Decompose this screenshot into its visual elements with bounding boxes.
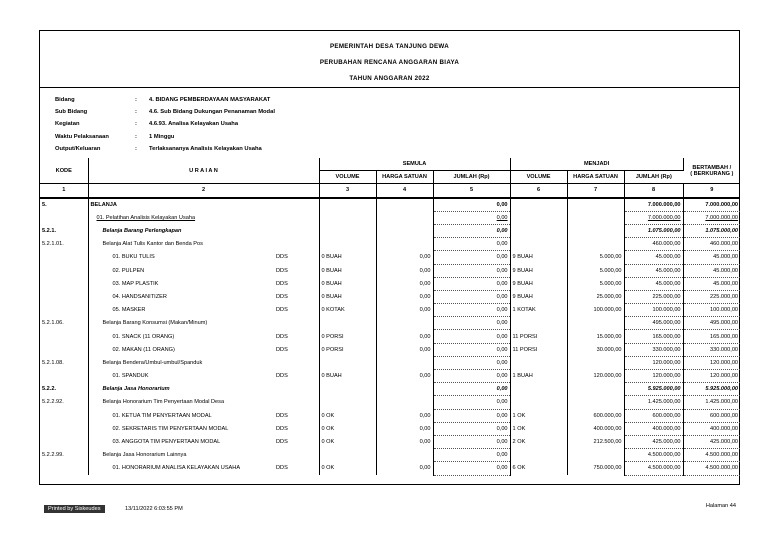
row-bertambah: 330.000,00 [683,343,740,356]
info-colon: : [135,133,137,140]
col-num: 6 [510,184,567,198]
row-sumber-dana [274,198,319,212]
table-row [40,422,740,435]
table-row [40,435,740,448]
budget-sheet [39,30,740,485]
table-row [40,330,740,343]
row-menjadi-jumlah: 425.000,00 [624,435,683,448]
row-semula-harga: 0,00 [376,264,433,277]
row-semula-volume [319,211,376,224]
table-row [40,449,740,462]
row-menjadi-harga: 750.000,00 [567,462,624,475]
info-row [55,94,275,106]
row-bertambah: 1.075.000,00 [683,224,740,237]
col-num: 3 [319,184,376,198]
row-semula-jumlah: 0,00 [433,343,510,356]
row-sumber-dana: DDS [274,251,319,264]
row-sumber-dana [274,317,319,330]
row-sumber-dana: DDS [274,370,319,383]
row-uraian: 02. MAKAN (11 ORANG) [112,346,175,353]
row-semula-jumlah: 0,00 [433,383,510,396]
row-kode: 5.2.1.08. [40,356,88,369]
header-line-3: TAHUN ANGGARAN 2022 [349,75,430,82]
row-kode [40,264,88,277]
info-row [55,106,275,118]
row-semula-volume: 0 OK [319,422,376,435]
row-semula-jumlah: 0,00 [433,198,510,212]
row-uraian: 01. SPANDUK [112,373,149,380]
info-value: 4.6. Sub Bidang Dukungan Penanaman Modal [149,109,275,116]
row-kode [40,422,88,435]
row-bertambah: 600.000,00 [683,409,740,422]
info-colon: : [135,97,137,103]
col-num: 7 [567,184,624,198]
row-semula-jumlah: 0,00 [433,396,510,409]
row-menjadi-volume [510,396,567,409]
page-footer [39,500,740,516]
row-semula-volume: 0 BUAH [319,290,376,303]
row-uraian: Belanja Honorarium Tim Penyertaan Modal Desa [102,399,225,406]
col-menjadi: MENJADI [510,158,683,171]
table-row [40,409,740,422]
row-semula-volume [319,198,376,212]
row-kode [40,435,88,448]
row-menjadi-jumlah: 1.425.000,00 [624,396,683,409]
row-sumber-dana: DDS [274,409,319,422]
row-sumber-dana [274,356,319,369]
col-bertambah-line2: ( BERKURANG ) [690,170,734,177]
row-semula-volume [319,238,376,251]
row-semula-volume: 0 PORSI [319,330,376,343]
row-kode: 5.2.2.92. [40,396,88,409]
row-menjadi-volume: 9 BUAH [510,264,567,277]
row-semula-volume: 0 KOTAK [319,304,376,317]
row-semula-jumlah: 0,00 [433,370,510,383]
row-menjadi-volume: 6 OK [510,462,567,475]
row-semula-jumlah: 0,00 [433,462,510,475]
row-semula-volume: 0 BUAH [319,264,376,277]
row-menjadi-volume: 9 BUAH [510,290,567,303]
row-kode: 5.2.1.06. [40,317,88,330]
row-semula-jumlah: 0,00 [433,304,510,317]
row-semula-volume: 0 OK [319,462,376,475]
row-menjadi-volume: 11 PORSI [510,343,567,356]
row-uraian: 02. SEKRETARIS TIM PENYERTAAN MODAL [112,425,229,432]
info-label: Sub Bidang [55,109,88,116]
row-menjadi-harga: 400.000,00 [567,422,624,435]
row-uraian: Belanja Barang Konsumsi (Makan/Minum) [102,320,208,327]
row-menjadi-jumlah: 165.000,00 [624,330,683,343]
document-header [40,31,739,87]
row-kode [40,370,88,383]
row-semula-jumlah: 0,00 [433,330,510,343]
row-uraian: 02. PULPEN [112,267,145,274]
table-row [40,290,740,303]
row-bertambah: 5.925.000,00 [683,383,740,396]
row-menjadi-volume [510,356,567,369]
table-row [40,370,740,383]
col-menjadi-jumlah: JUMLAH (Rp) [624,171,683,184]
row-sumber-dana: DDS [274,304,319,317]
row-menjadi-harga: 120.000,00 [567,370,624,383]
row-semula-volume [319,356,376,369]
row-kode: 5.2.1.01. [40,238,88,251]
row-semula-harga: 0,00 [376,330,433,343]
header-divider [40,87,739,88]
row-menjadi-harga: 5.000,00 [567,264,624,277]
row-menjadi-harga: 15.000,00 [567,330,624,343]
row-uraian: 01. SNACK (11 ORANG) [112,333,175,340]
row-menjadi-harga: 212.500,00 [567,435,624,448]
row-semula-volume [319,383,376,396]
row-menjadi-volume: 1 OK [510,422,567,435]
row-uraian: 03. MAP PLASTIK [112,280,159,287]
row-menjadi-volume: 2 OK [510,435,567,448]
col-bertambah [683,158,740,184]
row-semula-jumlah: 0,00 [433,277,510,290]
info-row [55,143,275,155]
row-semula-volume [319,317,376,330]
row-sumber-dana [274,238,319,251]
row-uraian: 03. ANGGOTA TIM PENYERTAAN MODAL [112,439,221,446]
row-uraian: Belanja Jasa Honorarium [102,386,170,393]
row-menjadi-harga [567,198,624,212]
row-menjadi-jumlah: 4.500.000,00 [624,449,683,462]
row-menjadi-harga [567,449,624,462]
row-bertambah: 495.000,00 [683,317,740,330]
col-num: 5 [433,184,510,198]
row-semula-harga: 0,00 [376,422,433,435]
row-semula-jumlah: 0,00 [433,224,510,237]
row-menjadi-jumlah: 1.075.000,00 [624,224,683,237]
row-bertambah: 120.000,00 [683,356,740,369]
row-sumber-dana [274,396,319,409]
row-menjadi-jumlah: 7.000.000,00 [624,211,683,224]
row-sumber-dana: DDS [274,330,319,343]
print-timestamp: 13/11/2022 6:03:55 PM [125,506,183,512]
header-line-1: PEMERINTAH DESA TANJUNG DEWA [330,43,449,50]
row-menjadi-volume: 1 KOTAK [510,304,567,317]
row-menjadi-volume [510,449,567,462]
row-menjadi-jumlah: 495.000,00 [624,317,683,330]
row-menjadi-harga: 30.000,00 [567,343,624,356]
row-uraian: Belanja Jasa Honorarium Lainnya [102,452,187,459]
row-menjadi-jumlah: 7.000.000,00 [624,198,683,212]
row-semula-jumlah: 0,00 [433,238,510,251]
row-menjadi-volume [510,383,567,396]
col-num: 2 [88,184,319,198]
table-row [40,396,740,409]
row-semula-volume: 0 OK [319,409,376,422]
table-row [40,198,740,212]
row-semula-volume: 0 BUAH [319,370,376,383]
col-num: 8 [624,184,683,198]
row-kode [40,290,88,303]
row-bertambah: 4.500.000,00 [683,462,740,475]
row-semula-jumlah: 0,00 [433,290,510,303]
row-semula-harga: 0,00 [376,304,433,317]
row-menjadi-harga [567,211,624,224]
row-kode [40,277,88,290]
row-menjadi-volume: 1 BUAH [510,370,567,383]
row-menjadi-volume [510,317,567,330]
row-semula-harga: 0,00 [376,435,433,448]
row-menjadi-jumlah: 400.000,00 [624,422,683,435]
row-semula-jumlah: 0,00 [433,251,510,264]
row-uraian: 01. BUKU TULIS [112,254,155,261]
activity-info [55,94,275,155]
row-kode: 5.2.1. [40,224,88,237]
col-semula-volume: VOLUME [319,171,376,184]
row-bertambah: 7.000.000,00 [683,198,740,212]
row-bertambah: 165.000,00 [683,330,740,343]
row-semula-volume: 0 OK [319,435,376,448]
row-menjadi-volume: 11 PORSI [510,330,567,343]
row-uraian: Belanja Alat Tulis Kantor dan Benda Pos [102,241,203,248]
row-uraian: Belanja Bendera/Umbul-umbul/Spanduk [102,359,203,366]
row-menjadi-jumlah: 45.000,00 [624,277,683,290]
row-kode: 5.2.2. [40,383,88,396]
row-semula-harga: 0,00 [376,290,433,303]
row-uraian: BELANJA [90,201,117,208]
row-semula-volume: 0 PORSI [319,343,376,356]
row-semula-jumlah: 0,00 [433,317,510,330]
row-menjadi-volume: 9 BUAH [510,277,567,290]
row-menjadi-volume [510,224,567,237]
row-menjadi-volume [510,211,567,224]
col-kode: KODE [40,158,88,184]
info-colon: : [135,145,137,152]
row-menjadi-jumlah: 4.500.000,00 [624,462,683,475]
row-semula-jumlah: 0,00 [433,356,510,369]
row-menjadi-harga: 5.000,00 [567,277,624,290]
table-row [40,304,740,317]
row-semula-jumlah: 0,00 [433,211,510,224]
row-sumber-dana: DDS [274,264,319,277]
row-sumber-dana: DDS [274,435,319,448]
row-semula-harga [376,211,433,224]
table-row [40,251,740,264]
row-bertambah: 7.000.000,00 [683,211,740,224]
info-colon: : [135,109,137,116]
row-semula-harga: 0,00 [376,343,433,356]
row-menjadi-harga [567,383,624,396]
row-menjadi-harga: 25.000,00 [567,290,624,303]
row-semula-harga: 0,00 [376,409,433,422]
row-uraian: 05. MASKER [112,307,146,314]
col-semula: SEMULA [319,158,510,171]
row-semula-harga: 0,00 [376,251,433,264]
printed-by-badge: Printed by Siskeudes [44,505,105,513]
row-bertambah: 1.425.000,00 [683,396,740,409]
row-uraian: 01. Pelatihan Analisis Kelayakan Usaha [96,214,196,221]
row-menjadi-harga: 600.000,00 [567,409,624,422]
col-num: 9 [683,184,740,198]
table-row [40,264,740,277]
row-menjadi-jumlah: 225.000,00 [624,290,683,303]
info-label: Kegiatan [55,121,80,128]
col-menjadi-volume: VOLUME [510,171,567,184]
row-semula-jumlah: 0,00 [433,422,510,435]
table-row [40,211,740,224]
row-semula-volume [319,449,376,462]
row-menjadi-jumlah: 460.000,00 [624,238,683,251]
row-menjadi-jumlah: 5.925.000,00 [624,383,683,396]
row-bertambah: 120.000,00 [683,370,740,383]
info-value: 1 Minggu [149,133,175,140]
row-kode [40,304,88,317]
row-menjadi-jumlah: 330.000,00 [624,343,683,356]
row-bertambah: 460.000,00 [683,238,740,251]
info-value: 4.6.93. Analisa Kelayakan Usaha [149,121,239,128]
row-kode [40,211,88,224]
info-colon: : [135,121,137,128]
row-kode [40,343,88,356]
table-row [40,317,740,330]
info-label: Waktu Pelaksanaan [55,133,109,140]
row-menjadi-jumlah: 45.000,00 [624,251,683,264]
row-sumber-dana [274,211,319,224]
row-uraian: 01. KETUA TIM PENYERTAAN MODAL [112,412,212,419]
row-menjadi-volume: 9 BUAH [510,251,567,264]
row-sumber-dana: DDS [274,462,319,475]
info-row [55,131,275,143]
row-menjadi-harga [567,224,624,237]
table-row [40,383,740,396]
row-bertambah: 4.500.000,00 [683,449,740,462]
row-semula-harga: 0,00 [376,370,433,383]
page-number: Halaman 44 [705,503,736,509]
row-menjadi-harga [567,238,624,251]
row-uraian: 01. HONORARIUM ANALISA KELAYAKAN USAHA [112,465,241,472]
col-menjadi-harga: HARGA SATUAN [567,171,624,184]
row-menjadi-harga [567,396,624,409]
row-semula-jumlah: 0,00 [433,264,510,277]
table-row [40,224,740,237]
row-semula-jumlah: 0,00 [433,435,510,448]
row-semula-jumlah: 0,00 [433,449,510,462]
row-semula-volume: 0 BUAH [319,277,376,290]
row-sumber-dana: DDS [274,290,319,303]
row-semula-harga [376,383,433,396]
row-kode: 5. [40,198,88,212]
row-menjadi-harga [567,356,624,369]
row-bertambah: 400.000,00 [683,422,740,435]
row-kode [40,251,88,264]
row-semula-harga [376,317,433,330]
table-row [40,343,740,356]
row-semula-jumlah: 0,00 [433,409,510,422]
row-sumber-dana [274,383,319,396]
info-label: Output/Keluaran [55,145,101,152]
row-semula-harga [376,238,433,251]
row-sumber-dana: DDS [274,422,319,435]
row-sumber-dana: DDS [274,343,319,356]
row-semula-harga: 0,00 [376,462,433,475]
header-line-2: PERUBAHAN RENCANA ANGGARAN BIAYA [319,59,460,66]
row-semula-volume [319,224,376,237]
row-semula-volume: 0 BUAH [319,251,376,264]
row-menjadi-jumlah: 45.000,00 [624,264,683,277]
row-semula-harga [376,356,433,369]
row-menjadi-harga: 100.000,00 [567,304,624,317]
row-menjadi-volume [510,198,567,212]
row-uraian: Belanja Barang Perlengkapan [102,228,182,235]
col-uraian: U R A I A N [88,158,319,184]
col-bertambah-line1: BERTAMBAH / [692,164,732,171]
row-uraian: 04. HANDSANITIZER [112,293,167,300]
row-menjadi-harga [567,317,624,330]
budget-table [40,158,740,476]
table-row [40,277,740,290]
row-sumber-dana [274,224,319,237]
row-bertambah: 425.000,00 [683,435,740,448]
row-menjadi-jumlah: 120.000,00 [624,356,683,369]
table-row [40,238,740,251]
col-num: 1 [40,184,88,198]
row-menjadi-volume [510,238,567,251]
row-semula-harga [376,449,433,462]
row-kode [40,462,88,475]
row-sumber-dana [274,449,319,462]
row-sumber-dana: DDS [274,277,319,290]
row-semula-harga [376,198,433,212]
col-semula-harga: HARGA SATUAN [376,171,433,184]
row-semula-harga [376,396,433,409]
row-kode: 5.2.2.99. [40,449,88,462]
row-menjadi-jumlah: 100.000,00 [624,304,683,317]
row-menjadi-harga: 5.000,00 [567,251,624,264]
info-row [55,118,275,130]
row-semula-harga [376,224,433,237]
row-bertambah: 225.000,00 [683,290,740,303]
row-menjadi-volume: 1 OK [510,409,567,422]
row-bertambah: 45.000,00 [683,251,740,264]
row-menjadi-jumlah: 120.000,00 [624,370,683,383]
table-row [40,356,740,369]
row-menjadi-jumlah: 600.000,00 [624,409,683,422]
info-value: 4. BIDANG PEMBERDAYAAN MASYARAKAT [149,97,271,103]
col-num: 4 [376,184,433,198]
row-semula-harga: 0,00 [376,277,433,290]
row-semula-volume [319,396,376,409]
row-bertambah: 45.000,00 [683,264,740,277]
row-bertambah: 100.000,00 [683,304,740,317]
table-row [40,462,740,475]
row-bertambah: 45.000,00 [683,277,740,290]
info-label: Bidang [55,97,75,103]
row-kode [40,330,88,343]
col-semula-jumlah: JUMLAH (Rp) [433,171,510,184]
info-value: Terlaksananya Analisis Kelayakan Usaha [149,145,262,152]
row-kode [40,409,88,422]
